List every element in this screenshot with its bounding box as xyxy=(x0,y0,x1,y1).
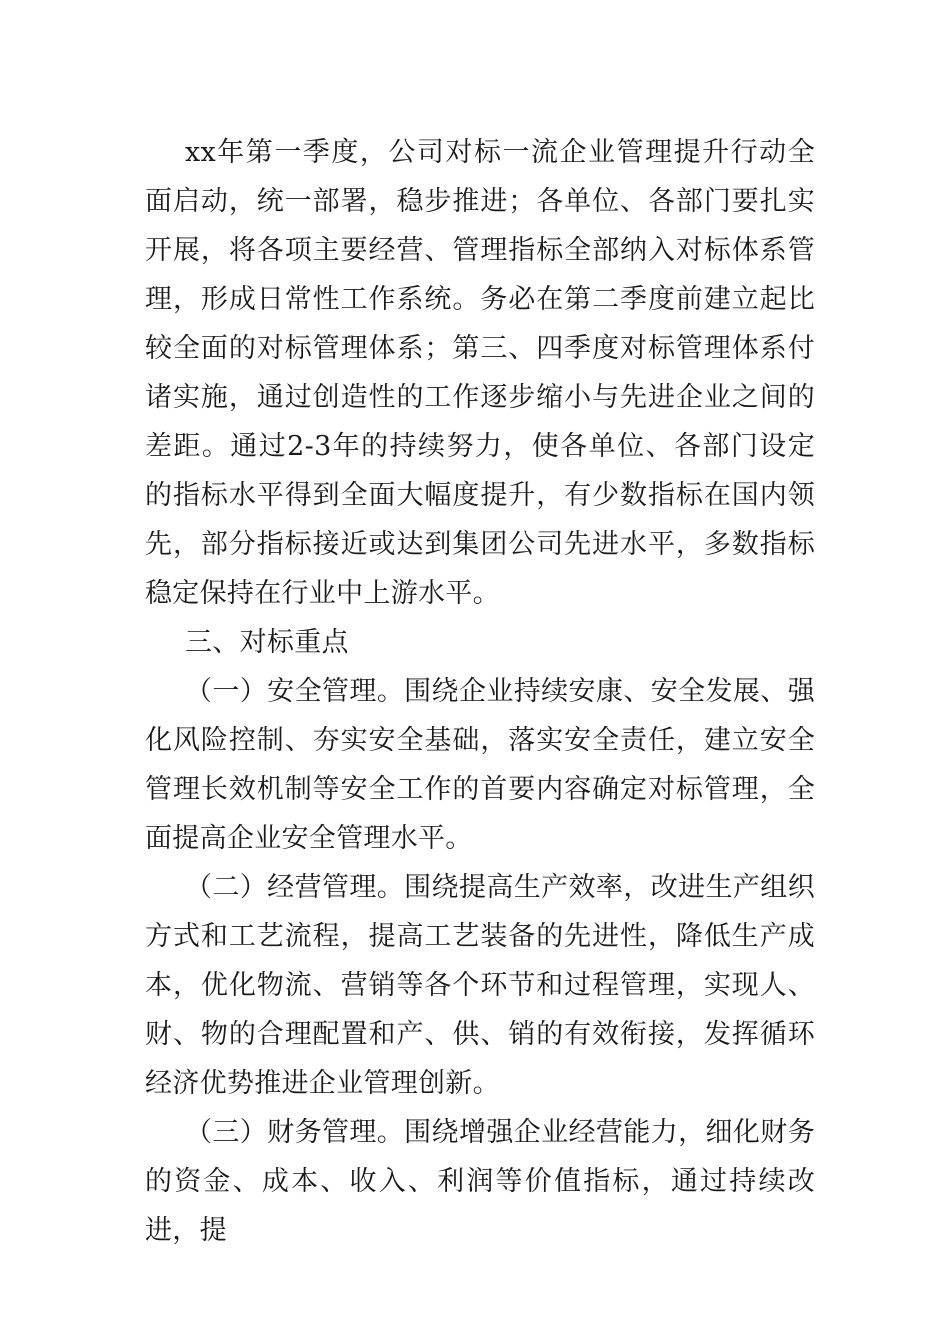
document-body xyxy=(145,128,815,1255)
section-heading: 三、对标重点 xyxy=(185,627,349,658)
item-operations-management: （二）经营管理。围绕提高生产效率，改进生产组织方式和工艺流程，提高工艺装备的先进性，降低生产成本，优化物流、营销等各个环节和过程管理，实现人、财、物的合理配置和产、供、销的有效衔接，发挥循环经济优势推进企业管理创新。 xyxy=(145,872,815,1099)
item-finance-management: （三）财务管理。围绕增强企业经营能力，细化财务的资金、成本、收入、利润等价值指标，通过持续改进，提 xyxy=(145,1117,815,1246)
intro-paragraph: xx年第一季度，公司对标一流企业管理提升行动全面启动，统一部署，稳步推进；各单位、各部门要扎实开展，将各项主要经营、管理指标全部纳入对标体系管理，形成日常性工作系统。务必在第二季度前建立起比较全面的对标管理体系；第三、四季度对标管理体系付诸实施，通过创造性的工作逐步缩小与先进企业之间的差距。通过2-3年的持续努力，使各单位、各部门设定的指标水平得到全面大幅度提升，有少数指标在国内领先，部分指标接近或达到集团公司先进水平，多数指标稳定保持在行业中上游水平。 xyxy=(145,137,815,609)
item-safety-management: （一）安全管理。围绕企业持续安康、安全发展、强化风险控制、夯实安全基础，落实安全责任，建立安全管理长效机制等安全工作的首要内容确定对标管理，全面提高企业安全管理水平。 xyxy=(145,676,815,854)
